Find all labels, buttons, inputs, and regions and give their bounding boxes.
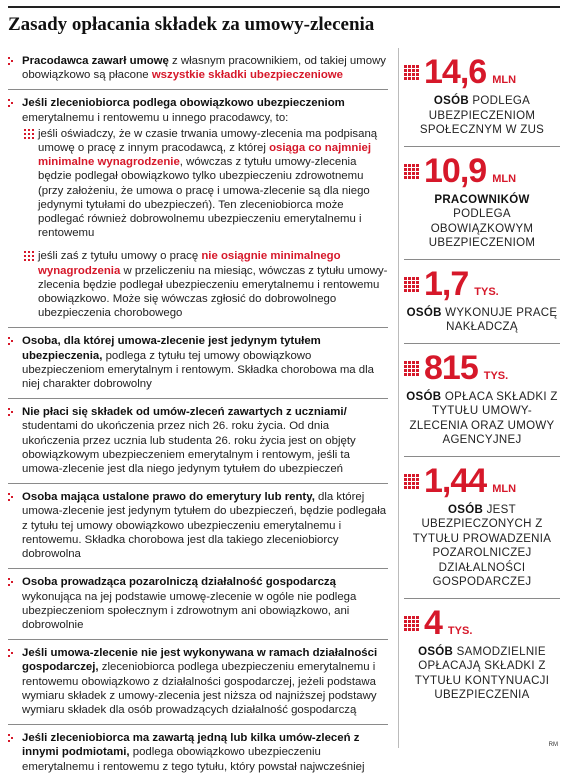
stat-block [404, 457, 560, 599]
stat-value: 1,7 [424, 264, 469, 303]
stat-description: OSÓB JEST UBEZPIECZONYCH Z TYTUŁU PROWADZENIA POZAROLNICZEJ DZIAŁALNOŚCI GOSPODARCZEJ [412, 503, 552, 588]
rules-list [8, 48, 388, 781]
grid-icon [404, 616, 418, 630]
grid-icon [404, 361, 418, 375]
stat-unit: MLN [492, 482, 517, 495]
stat-description: OSÓB PODLEGA UBEZPIECZENIOM SPOŁECZNYM W ZUS [419, 95, 545, 136]
grid-icon [404, 65, 418, 79]
grid-icon [404, 277, 418, 291]
bullet-icon [8, 99, 17, 108]
grid-icon [404, 474, 418, 488]
stat-block [404, 599, 560, 711]
stat-unit: MLN [492, 172, 517, 185]
bullet-icon [8, 734, 17, 743]
list-item: Pracodawca zawarł umowę z własnym pracownikiem, od takiej umowy obowiązkowo są płacone wszystkie składki ubezpieczeniowe [8, 48, 388, 90]
stat-value: 815 [424, 348, 478, 387]
list-item: Jeśli zleceniobiorca ma zawartą jedną lub kilka umów-zleceń z innymi podmiotami, podlega obowiązkowo ubezpieczeniu emerytalnemu i rentowemu z tego tytułu, który powstał najwcześniej [8, 725, 388, 781]
stat-value: 10,9 [424, 151, 487, 190]
stat-block [404, 147, 560, 260]
list-item: Jeśli zleceniobiorca podlega obowiązkowo ubezpieczeniom emerytalnemu i rentowemu u innego pracodawcy, to: jeśli oświadczy, że w czasie trwania umowy-zlecenia ma podpisaną umowę o pracę z innym pracodawcą, z której osiąga co najmniej minimalne wynagrodzenie, wówczas z tytułu umowy-zlecenia będzie podlegał obowiązkowo tylko ubezpieczeniu zdrowotnemu (przy założeniu, że umowa o pracę i umowa-zlecenie są dla niego jedynymi tytułami do ubezpieczeń). Ten zleceniobiorca może podlegać również dobrowolnemu ubezpieczeniu emerytalnemu i rentowemu jeśli zaś z tytułu umowy o pracę nie osiągnie minimalnego wynagrodzenia w przeliczeniu na miesiąc, wówczas z tytułu umowy-zlecenia będzie podlegał ubezpieczeniu emerytalnemu i rentowemu obowiązkowo. Może się wówczas zgłosić do dobrowolnego ubezpieczenia chorobowego [8, 90, 388, 328]
bullet-icon [8, 408, 17, 417]
list-item: Jeśli umowa-zlecenie nie jest wykonywana w ramach działalności gospodarczej, zleceniobiorca podlega ubezpieczeniu emerytalnemu i rentowemu obowiązkowo z działalności gospodarczej, jeżeli podstawa wymiaru składek z umowy-zlecenia jest niższa od najniższej podstawy wymiaru składek dla osób prowadzących działalność gospodarczą [8, 640, 388, 725]
top-rule [8, 6, 560, 8]
sub-item: jeśli zaś z tytułu umowy o pracę nie osiągnie minimalnego wynagrodzenia w przeliczeniu na miesiąc, wówczas z tytułu umowy-zlecenia będzie podlegał ubezpieczeniu emerytalnemu i rentowemu obowiązkowo. Może się wówczas zgłosić do dobrowolnego ubezpieczenia chorobowego [22, 249, 388, 320]
stat-value: 1,44 [424, 461, 487, 500]
stat-description: PRACOWNIKÓW PODLEGA OBOWIĄZKOWYM UBEZPIECZENIOM [428, 193, 536, 249]
author-credit: RM [548, 742, 558, 748]
list-item: Osoba, dla której umowa-zlecenie jest jedynym tytułem ubezpieczenia, podlega z tytułu tej umowy obowiązkowo ubezpieczeniom emerytalnym i rentowym. Składka chorobowa ma dla niej charakter dobrowolny [8, 328, 388, 399]
column-divider [398, 48, 399, 748]
stat-unit: TYS. [447, 624, 473, 637]
list-item: Nie płaci się składek od umów-zleceń zawartych z uczniami/ studentami do ukończenia przez nich 26. roku życia. Od dnia ukończenia przez ucznia lub studenta 26. roku życia jest on objęty obowiązkowym ubezpieczeniem emerytalnym i rentowym, jeśli ta umowa-zlecenie jest dla niego jedynym tytułem do ubezpieczeń [8, 399, 388, 484]
list-item: Osoba mająca ustalone prawo do emerytury lub renty, dla której umowa-zlecenie jest jedynym tytułem do ubezpieczeń, będzie podlegała z tytułu tej umowy obowiązkowo ubezpieczeniu emerytalnemu i rentowemu. Składka chorobowa jest dla takiego zleceniobiorcy dobrowolna [8, 484, 388, 569]
bullet-icon [8, 578, 17, 587]
sub-item: jeśli oświadczy, że w czasie trwania umowy-zlecenia ma podpisaną umowę o pracę z innym pracodawcą, z której osiąga co najmniej minimalne wynagrodzenie, wówczas z tytułu umowy-zlecenia będzie podlegał obowiązkowo tylko ubezpieczeniu zdrowotnemu (przy założeniu, że umowa o pracę i umowa-zlecenie są dla niego jedynymi tytułami do ubezpieczeń). Ten zleceniobiorca może podlegać również dobrowolnemu ubezpieczeniu emerytalnemu i rentowemu [22, 127, 388, 241]
grid-bullet-icon [24, 129, 34, 139]
list-item: Osoba prowadząca pozarolniczą działalność gospodarczą wykonująca na jej podstawie umowę-zlecenie w ogóle nie podlega ubezpieczeniom społecznym i zdrowotnym ani obowiązkowo, ani dobrowolnie [8, 569, 388, 640]
stat-description: OSÓB SAMODZIELNIE OPŁACAJĄ SKŁADKI Z TYTUŁU KONTYNUACJI UBEZPIECZENIA [414, 645, 550, 701]
bullet-icon [8, 493, 17, 502]
stat-block [404, 48, 560, 147]
stat-unit: TYS. [474, 285, 499, 298]
stat-block [404, 260, 560, 344]
bullet-icon [8, 649, 17, 658]
stat-unit: MLN [492, 74, 517, 86]
stat-description: OSÓB OPŁACA SKŁADKI Z TYTUŁU UMOWY-ZLECENIA ORAZ UMOWY AGENCYJNEJ [406, 390, 558, 446]
stats-column [404, 48, 560, 711]
stat-description: OSÓB WYKONUJE PRACĘ NAKŁADCZĄ [406, 306, 558, 333]
page-title: Zasady opłacania składek za umowy-zlecenia [8, 14, 375, 35]
stat-value: 4 [424, 603, 442, 642]
stat-block [404, 344, 560, 457]
bullet-icon [8, 337, 17, 346]
grid-bullet-icon [24, 251, 34, 261]
bullet-icon [8, 57, 17, 66]
stat-unit: TYS. [483, 369, 509, 382]
stat-value: 14,6 [424, 53, 487, 91]
grid-icon [404, 164, 418, 178]
